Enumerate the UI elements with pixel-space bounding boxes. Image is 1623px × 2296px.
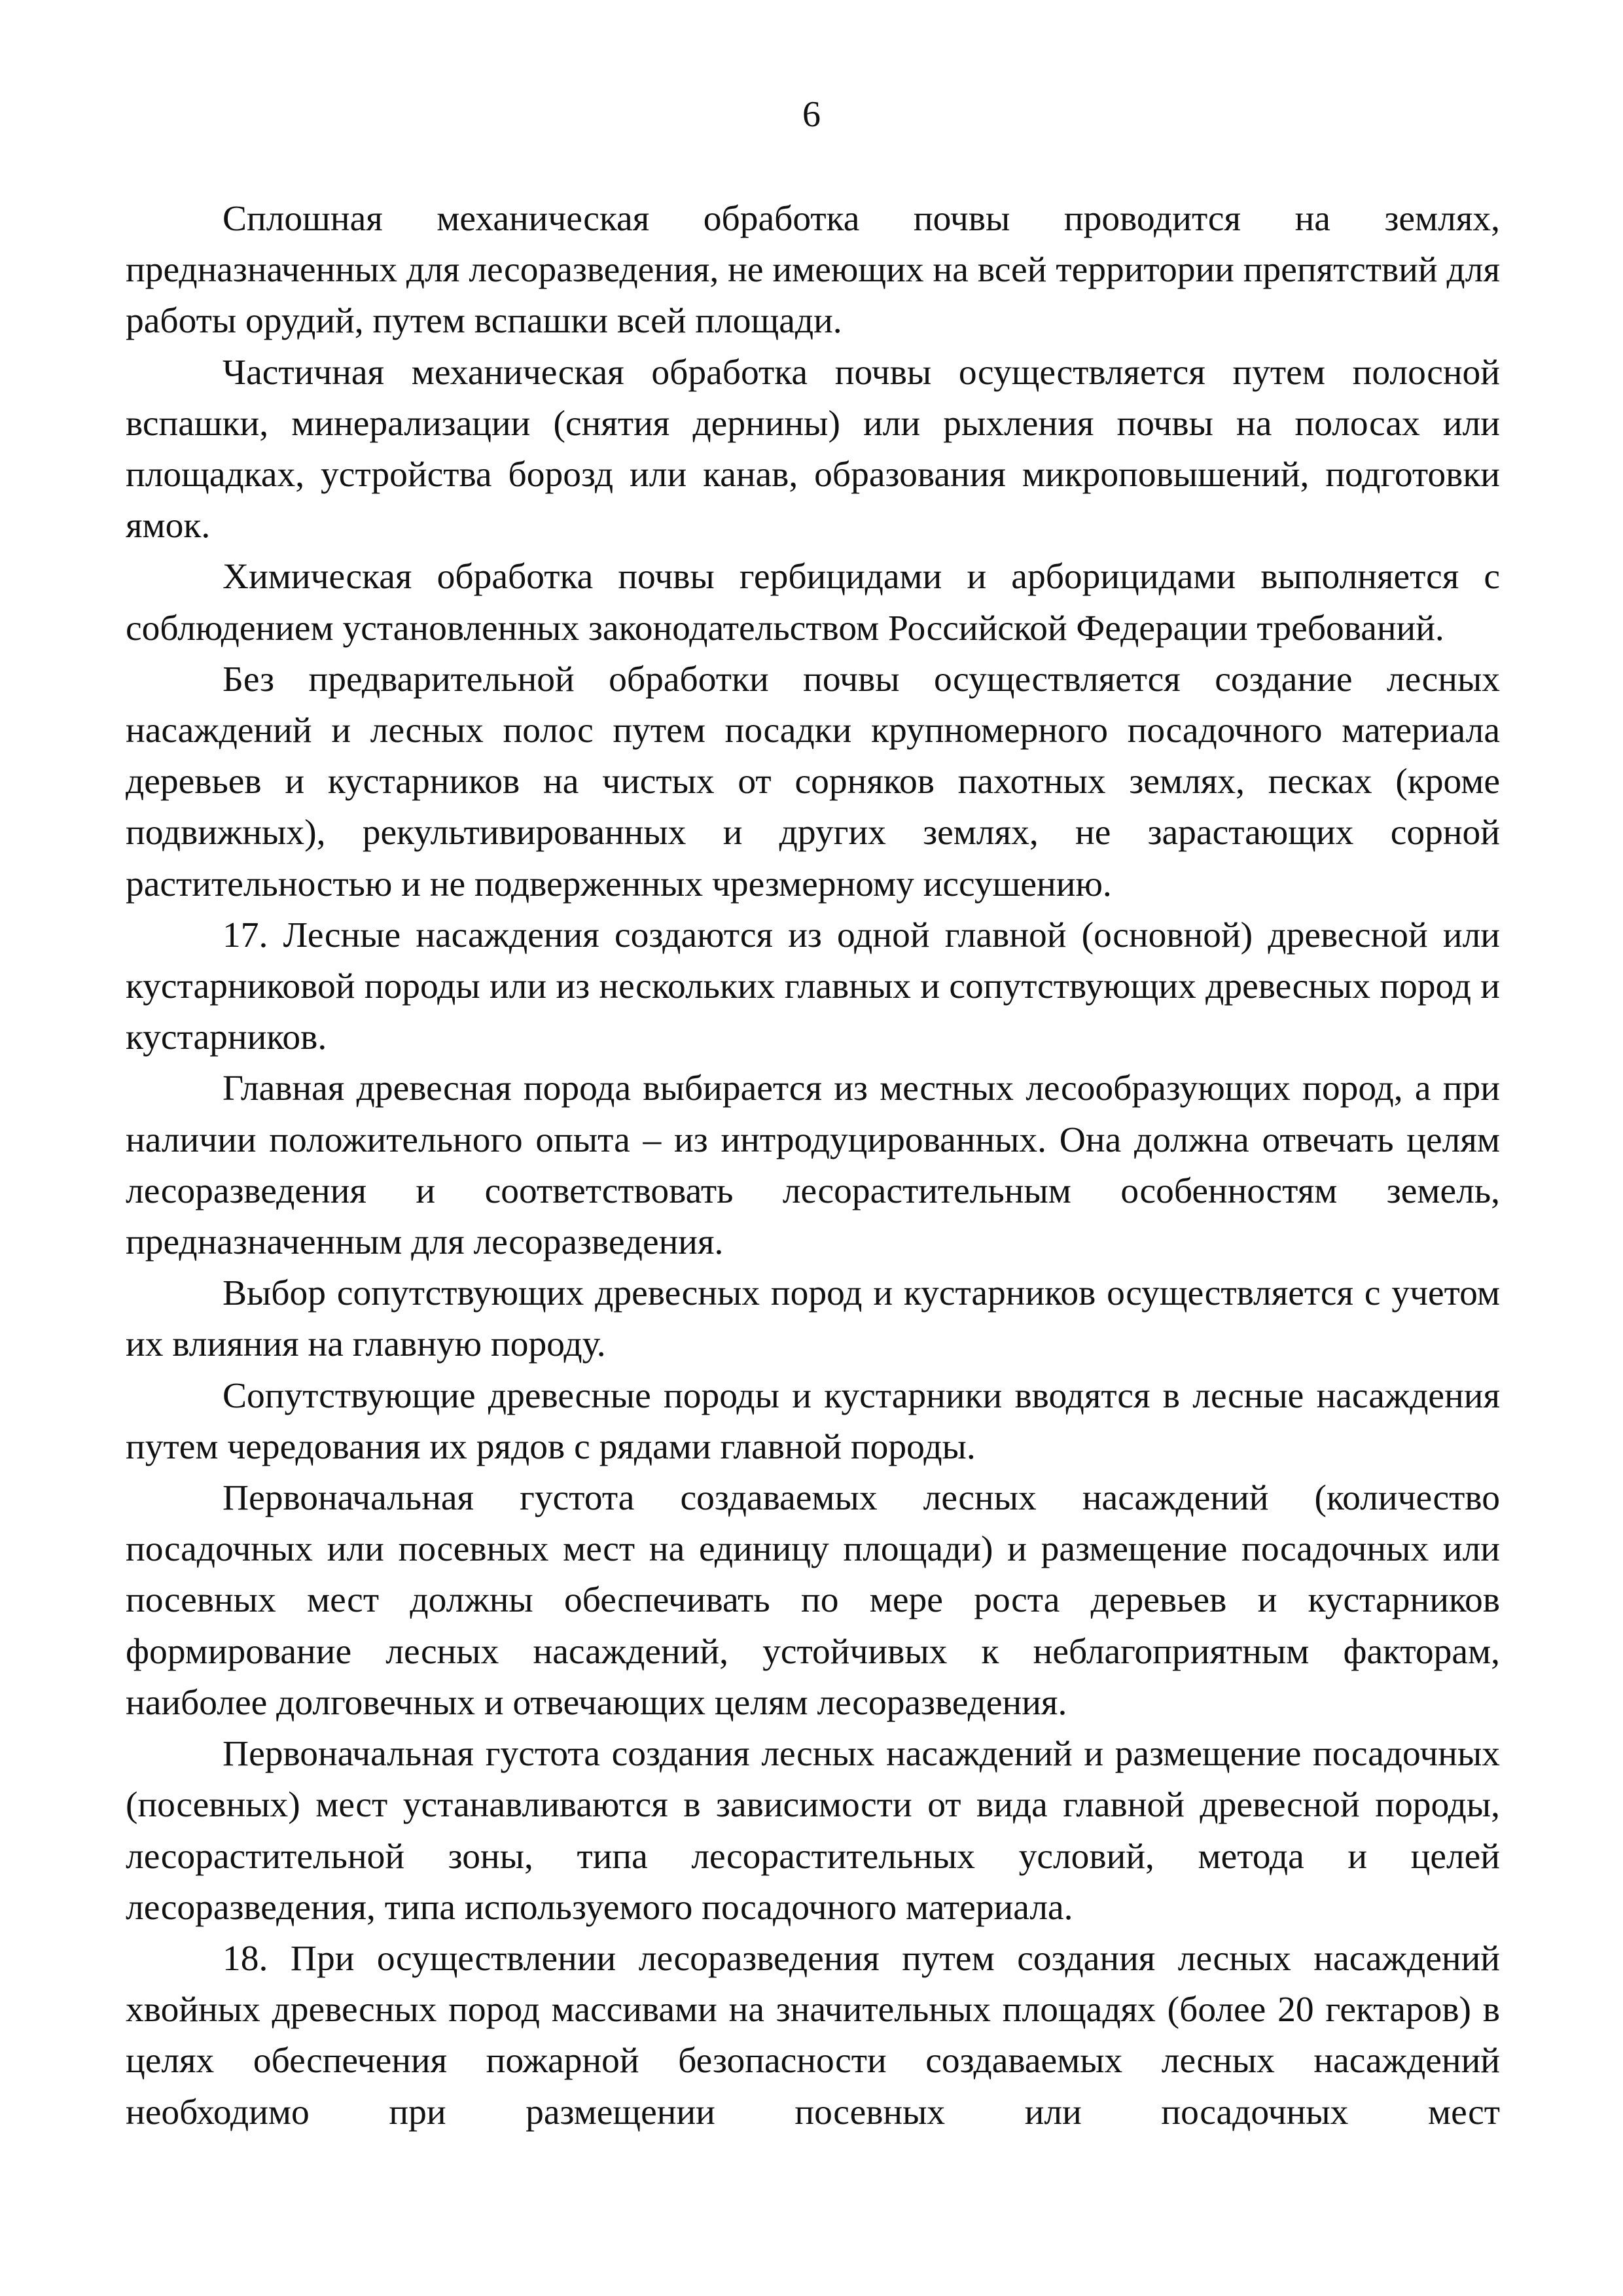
paragraph-item-17: 17. Лесные насаждения создаются из одной главной (основной) древесной или кустарниковой породы или из нескольких главных и сопутствующих древесных пород и кустарников. [126, 915, 1500, 1058]
paragraph-companion-planting: Сопутствующие древесные породы и кустарники вводятся в лесные насаждения путем чередования их рядов с рядами главной породы. [126, 1375, 1500, 1467]
paragraph-no-pretreatment: Без предварительной обработки почвы осуществляется создание лесных насаждений и лесных полос путем посадки крупномерного посадочного материала деревьев и кустарников на чистых от сорняков пахотных землях, песках (кроме подвижных), рекультивированных и других землях, не зарастающих сорной растительностью и не подверженных чрезмерному иссушению. [126, 659, 1500, 904]
paragraph-companion-choice: Выбор сопутствующих древесных пород и кустарников осуществляется с учетом их влияния на главную породу. [126, 1273, 1500, 1365]
paragraph-chemical-treatment: Химическая обработка почвы гербицидами и арборицидами выполняется с соблюдением установленных законодательством Российской Федерации требований. [126, 557, 1500, 648]
paragraph-main-species: Главная древесная порода выбирается из местных лесообразующих пород, а при наличии положительного опыта – из интродуцированных. Она должна отвечать целям лесоразведения и соответствовать лесорастительным особенностям земель, предназначенным для лесоразведения. [126, 1069, 1500, 1263]
paragraph-density-factors: Первоначальная густота создания лесных насаждений и размещение посадочных (посевных) мест устанавливаются в зависимости от вида главной древесной породы, лесорастительной зоны, типа лесорастительных условий, метода и целей лесоразведения, типа используемого посадочного материала. [126, 1734, 1500, 1928]
paragraph-initial-density: Первоначальная густота создаваемых лесных насаждений (количество посадочных или посевных мест на единицу площади) и размещение посадочных или посевных мест должны обеспечивать по мере роста деревьев и кустарников формирование лесных насаждений, устойчивых к неблагоприятным факторам, наиболее долговечных и отвечающих целям лесоразведения. [126, 1478, 1500, 1723]
paragraph-item-18: 18. При осуществлении лесоразведения путем создания лесных насаждений хвойных древесных пород массивами на значительных площадях (более 20 гектаров) в целях обеспечения пожарной безопасности создаваемых лесных насаждений необходимо при размещении посевных или посадочных мест [126, 1938, 1500, 2132]
document-body [126, 194, 1500, 2138]
paragraph-continuous-tillage: Сплошная механическая обработка почвы проводится на землях, предназначенных для лесоразведения, не имеющих на всей территории препятствий для работы орудий, путем вспашки всей площади. [126, 199, 1500, 342]
paragraph-partial-tillage: Частичная механическая обработка почвы осуществляется путем полосной вспашки, минерализации (снятия дернины) или рыхления почвы на полосах или площадках, устройства борозд или канав, образования микроповышений, подготовки ямок. [126, 352, 1500, 546]
page-number: 6 [802, 94, 821, 135]
